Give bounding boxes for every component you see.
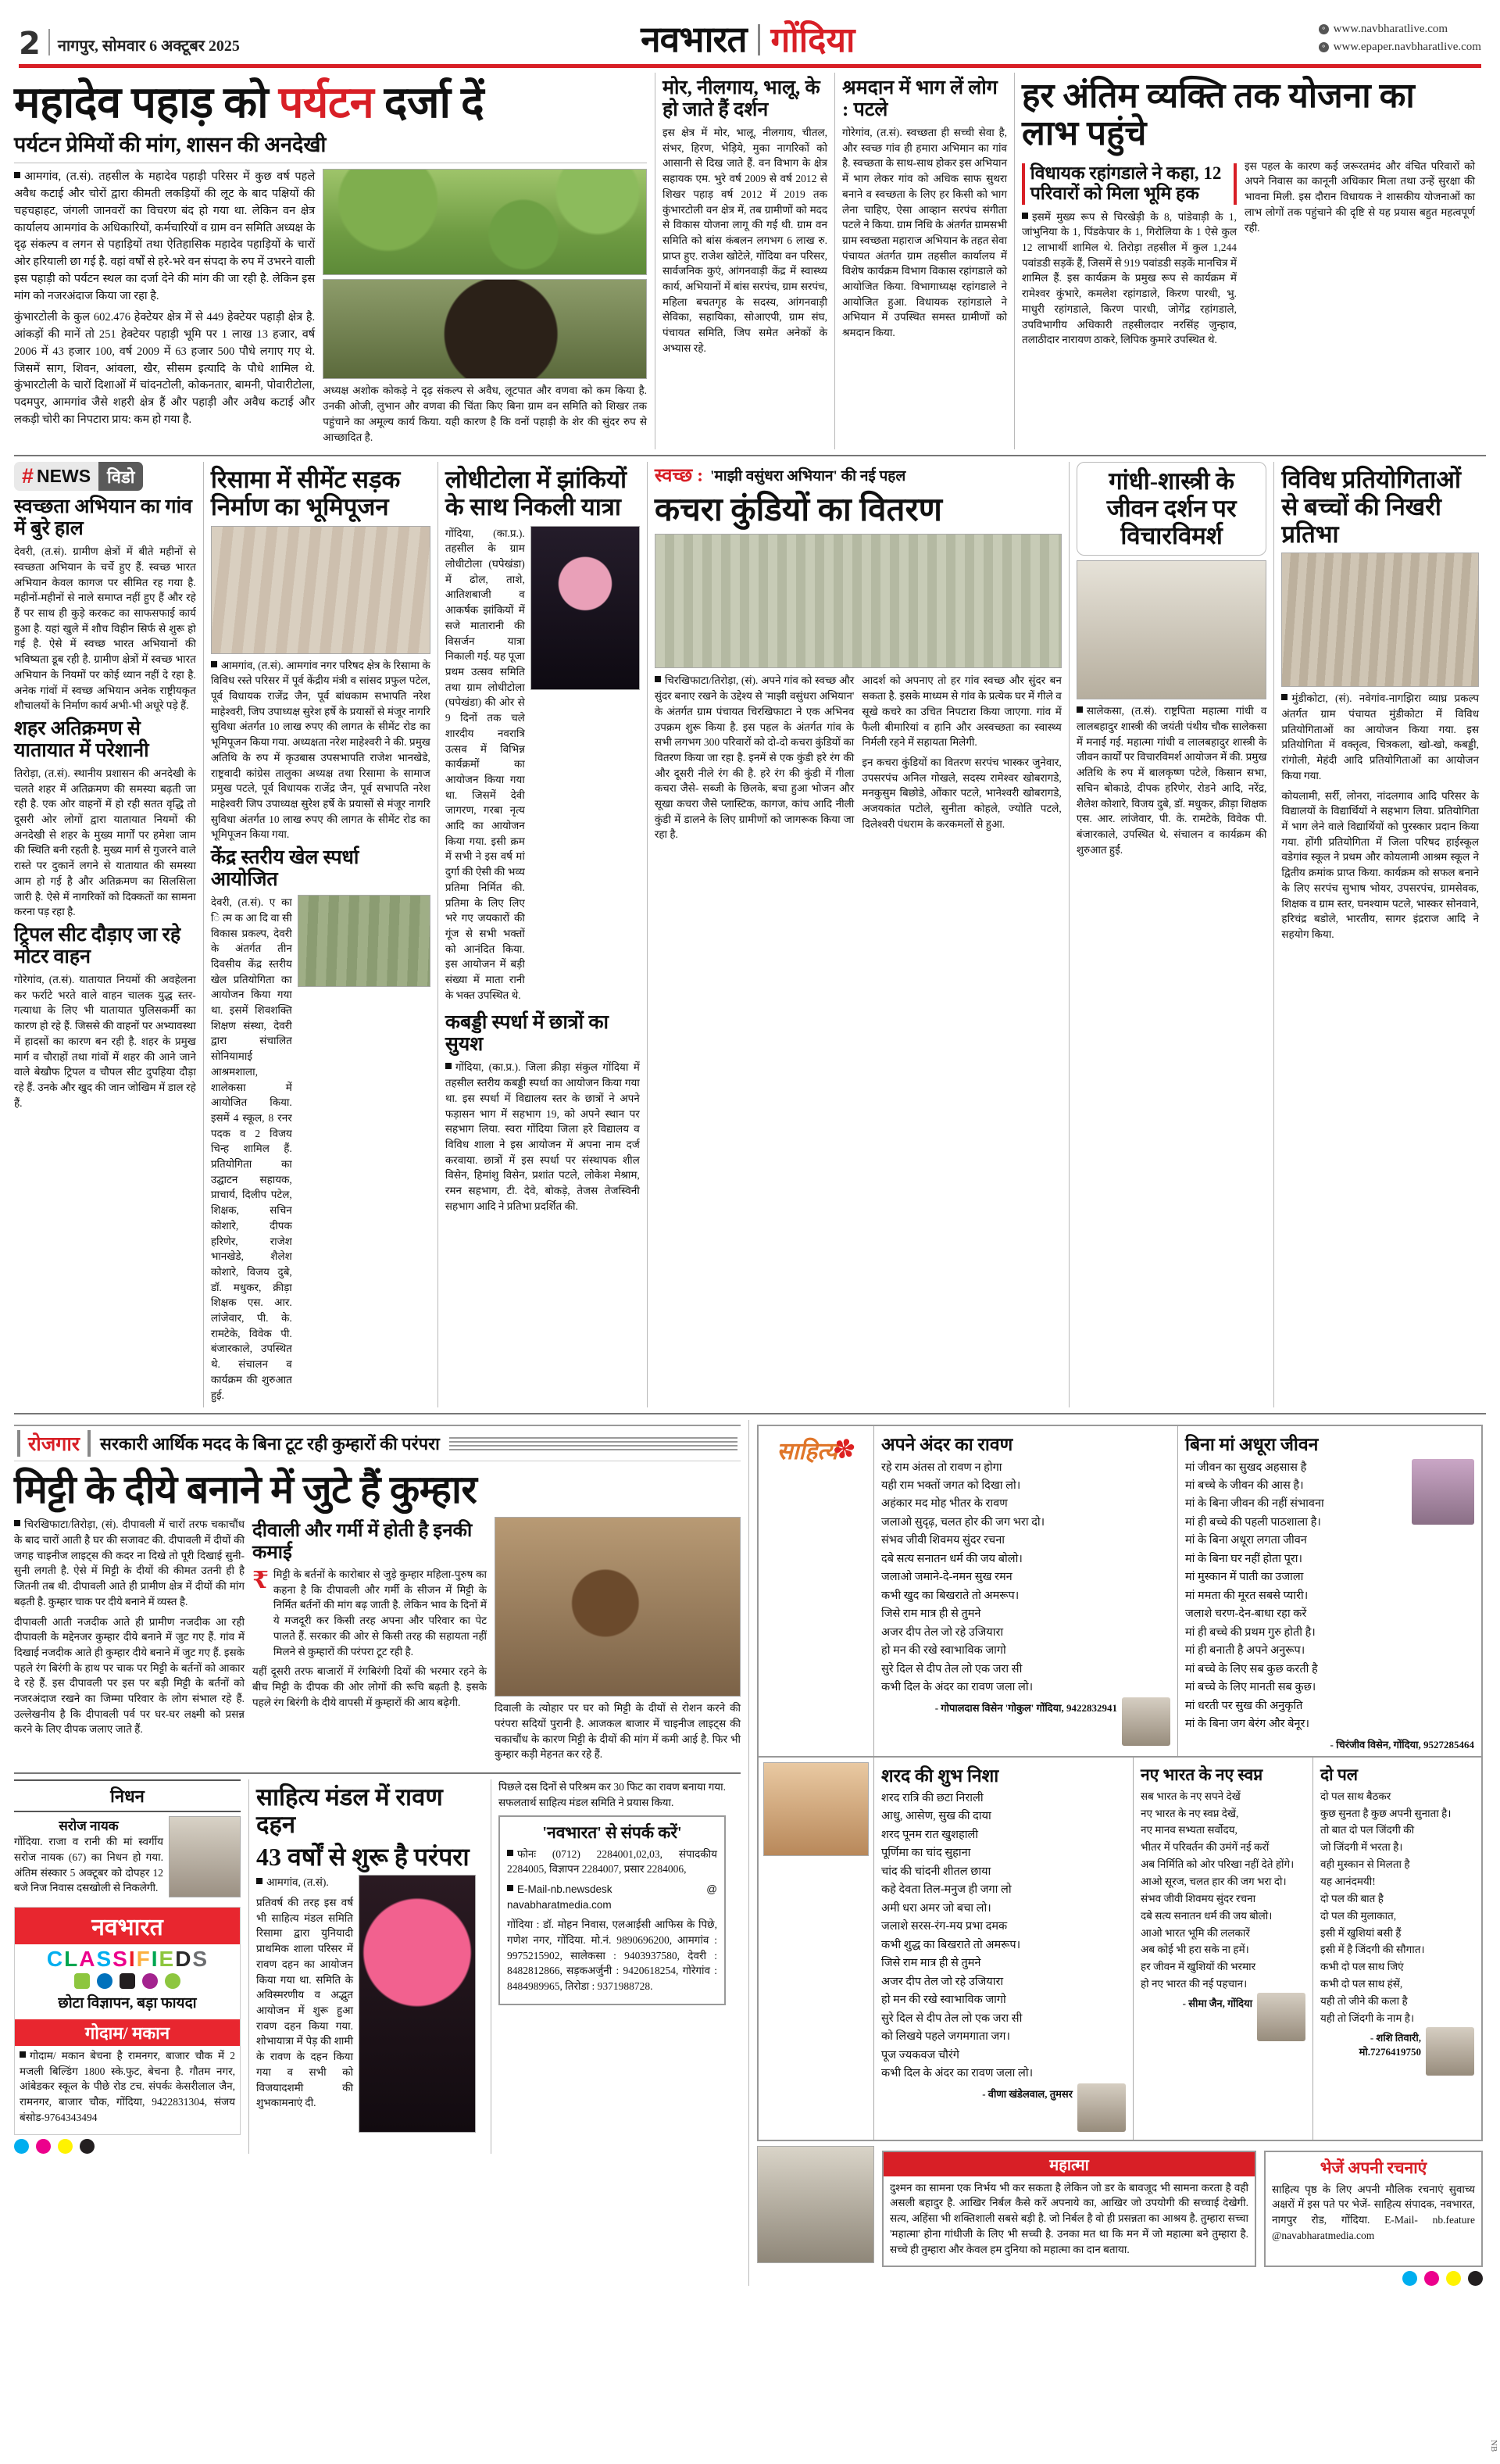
scheme-headline: हर अंतिम व्यक्ति तक योजना का लाभ पहुंचे (1022, 77, 1415, 153)
poem-line: पूर्णिमा का चांद सुहाना (881, 1847, 971, 1860)
kumhar-p1 (14, 1517, 245, 1609)
sahitya-byline-3: - सीमा जैन, गोंदिया (1182, 1997, 1252, 2010)
epaper-url-row[interactable] (1319, 38, 1481, 56)
contact-phones: फोनः (0712) 2284001,02,03, संपादकीय 2284005, विज्ञापन 2284007, प्रसार 2284006, (507, 1847, 717, 1876)
rojgar-divider (14, 1772, 741, 1774)
sahitya-title-2: बिना मां अधूरा जीवन (1185, 1435, 1319, 1455)
col-news-badge (14, 462, 203, 1407)
kumhar-text-col1 (14, 1517, 245, 1767)
poem-line: मां ही बनाती है अपने अनुरूप। (1185, 1644, 1305, 1658)
contact-box (498, 1815, 726, 2005)
poem-line: संभव जीवी शिवमय सुंदर रचना (881, 1534, 1005, 1547)
kumhar-b1: चिरखिफाटा/तिरोड़ा, (सं). दीपावली में चारों तरफ चकाचौंध के बाद चारों आती है घर की सजावट की. दीपावली में दीयों की जगह चाइनीज लाइट्स की कदर ना दिखे तो पूरी दिखाई सुनी-सुनी लगती है. ऐसे में मिट्टी के दीयों की कीमत उतनी ही है जितनी तब थी. दीपावली आते ही प्रामीण क्षेत्र में दीयों की मांग बढ़ती है. कुम्हार चाक पर दीये बनाने में व्यस्त है. (14, 1518, 245, 1608)
author-photo (1122, 1697, 1170, 1746)
ravan-photo (359, 1875, 476, 2133)
website-links (1319, 20, 1481, 59)
poem-line: दो पल की बात है (1320, 1892, 1384, 1904)
scheme-quote-col (1022, 159, 1237, 352)
kumhar-sub-col (252, 1517, 487, 1767)
poem-line: सुरे दिल से दीप तेल लो एक जरा सी (881, 2012, 1023, 2025)
sahitya-byline-4: - शशि तिवारी, मो.7276419750 (1359, 2031, 1421, 2058)
brand-separator (758, 24, 760, 55)
nidhan-box (14, 1779, 241, 1812)
swachhata-headline: स्वच्छता अभियान का गांव में बुरे हाल (14, 496, 192, 540)
swachhata-body: देवरी, (त.सं). ग्रामीण क्षेत्रों में बीते महीनों से स्वच्छता अभियान के चर्चे हुए हैं. स्वच्छ भारत अभियान केवल कागज पर सीमित रह गया है. महीनों-महीनों से नाले समाप्त नहीं हुए हैं और रहे हैं पर साथ ही कुड़े करकट का साफसफाई कार्य हुआ है. यहां खुले में शौच विहीन सिर्फ से शुरू हो गई है. ऐसे में स्वच्छ भारत अभियानों की भविष्यता डूब रही है. ग्रामीण क्षेत्रों में स्वच्छ भारत अभियान के नियमों पर कोई ध्यान नहीं दे रहा है. अनेक गांवों में स्वच्छ अभियान अनेक राष्ट्रीयकृत शौचालयों के निर्माण कार्य अभी-भी अधूरे पड़े हैं. (14, 545, 196, 712)
classifieds-listing (15, 2048, 240, 2130)
poem-line: जिसे राम मात्र ही से तुमने (881, 1957, 981, 1970)
magenta-dot (1424, 2271, 1439, 2286)
lead-p1: आमगांव, (त.सं). तहसील के महादेव पहाड़ी परिसर में कुछ वर्ष पहले अवैध कटाई और चोरों द्वारा कीमती लकड़ियों की लूट के बाद पक्षियों की चहचहाहट, जंगली जानवरों का विचरण बंद हो गया था. लेकिन वन क्षेत्र कार्यालय आमगांव के अधिकारियों, कर्मचारियों व ग्राम वन समिति अध्यक्ष के दृढ़ संकल्प व लगन से पहाड़ियों तथा ऐतिहासिक महादेव पहाड़ियों के चारों ओर हरियाली छा गई है. वहां वर्षों से हरे-भरे वन संपदा के रुप में उभरने वाली इस पहाड़ी को पर्यटन स्थल का दर्जा देने की मांग की जा रही है. लेकिन इस मांग को नजरअंदाज किया जा रहा है. (14, 170, 316, 302)
page-number: 2 (19, 26, 41, 62)
col-lodhitola (438, 462, 647, 1407)
atikraman-headline: शहर अतिक्रमण से यातायात में परेशानी (14, 717, 149, 761)
poem-line: चांद की चांदनी शीतल छाया (881, 1865, 991, 1878)
classifieds-listing-text: गोदाम/ मकान बेचना है रामनगर, बाजार चौक में 2 मजली बिल्डिंग 1800 स्के.फुट, बेचना है. गौतम नगर, आंबेडकर स्कूल के पीछे रोड टच. संपर्कः केसरीलाल जैन, रामनगर, बाजार चौक, गोंदिया, 9422831304, संजय बंसोड-9764343494 (20, 2049, 235, 2123)
hash-icon: # (22, 464, 34, 488)
site-url: www.navbharatlive.com (1333, 22, 1448, 35)
matrimony-icon (142, 1973, 158, 1989)
kumhar-p3: दिवाली के त्योहार पर घर को मिट्टी के दीयों से रोशन करने की परंपरा सदियों पुरानी है. आजकल बाजार में चाइनीज लाइट्स की चकाचौंध के कारण मिट्टी के दीयों की मांग में कमी आई है. फिर भी कुम्हार कड़ी मेहनत कर रहे हैं. (495, 1702, 741, 1761)
shramdaan-headline: श्रमदान में भाग लें लोग : पटले (842, 77, 998, 120)
sahitya-box (757, 1425, 1483, 1757)
quote-bar-right (1234, 163, 1237, 205)
sahitya-item-3 (1134, 1758, 1313, 2140)
gandhi-photo (1077, 560, 1267, 699)
gandhi-headline: गांधी-शास्त्री के जीवन दर्शन पर विचारविमर्श (1106, 467, 1237, 549)
quote-box (1022, 163, 1237, 205)
decorative-lines (449, 1437, 738, 1450)
sahitya-logo (759, 1426, 874, 1755)
author-photo (1077, 2083, 1126, 2132)
khel-body: देवरी, (त.सं). ए का ि त्म क आ दि वा सी विकास प्रकल्प, देवरी के अंतर्गत तीन दिवसीय केंद्र स्तरीय खेल प्रतियोगिता का आयोजन किया गया था. इसमें शिवशक्ति शिक्षण संस्था, देवरी द्वारा संचालित सोनियामाई आश्रमशाला, शालेकसा में आयोजित किया. इसमें 4 स्कूल, 8 रनर पदक व 2 विजय चिन्ह शामिल हैं. प्रतियोगिता का उद्घाटन सहायक, प्राचार्य, दिलीप पटेल, शिक्षक, सचिन कोशारे, दीपक हरिणेर, राजेश भानखेडे, शैलेश कोशारे, विजय दुबे, डॉ. मधुकर, क्रीड़ा शिक्षक एस. आर. लांजेवार, पी. के. रामटेके, विवेक पी. बंजारकाले, उपस्थित थे. संचालन व कार्यक्रम की शुरुआत हुई. (210, 896, 292, 1401)
poem-line: तो बात दो पल जिंदगी की (1320, 1824, 1415, 1836)
bullet-square-icon (507, 1885, 513, 1891)
poem-line: आधु, आसेण, सुख की दाया (881, 1810, 991, 1823)
sahitya-poem-3 (1141, 1788, 1305, 1993)
poem-line: कभी दिल के अंदर का रावण जला लो। (881, 2067, 1034, 2080)
sahitya-title-4: दो पल (1320, 1765, 1359, 1784)
black-dot (1468, 2271, 1483, 2286)
lead-sidebar (655, 73, 834, 449)
col-nidhan (14, 1779, 241, 2154)
risama-p1: आमगांव, (त.सं). आमगांव नगर परिषद क्षेत्र के रिसामा के विविध रस्ते परिसर में पूर्व केंद्रीय मंत्री व सांसद प्रफुल पटेल, पूर्व विधायक राजेंद्र जैन, पूर्व बांधकाम सभापति नरेश माहेश्वरी, जिप उपाध्यक्ष सुरेश हर्षे के प्रयासों से मंजूर नागरि सुविधा अंतर्गत 10 लाख रुपए की लागत के सीमेंट रोड का भूमिपूजन किया गया. अध्यक्षता नरेश माहेश्वरी ने की. प्रमुख अतिथि के रुप में कृउबास उपसभापति राजेश भानखेडे, राष्ट्रवादी कांग्रेस तालुका अध्यक्ष तथा रिसामा के सामाज प्रमुख पटले, पूर्व विधायक राजेंद्र जैन, पूर्व सभापति नरेश माहेश्वरी जिप उपाध्यक्ष सुरेश हर्षे के प्रयासों से मंजूर नागरि सुविधा अंतर्गत 10 लाख रुपए की लागत के सीमेंट रोड का भूमिपूजन किया गया. (210, 659, 430, 841)
lead-headline-part2: दर्जा दें (373, 79, 484, 127)
health-icon (165, 1973, 180, 1989)
risama-headline: रिसामा में सीमेंट सड़क निर्माण का भूमिपूजन (210, 466, 401, 520)
masthead-divider (48, 29, 50, 55)
sahitya-poem-1 (881, 1459, 1170, 1697)
edge-marker: NB (1489, 2439, 1498, 2451)
poem-line: हर जीवन में खुशियों की भरमार (1141, 1961, 1256, 1973)
poem-line: मां ममता की मूरत सबसे प्यारी। (1185, 1589, 1309, 1602)
tripleseat-headline: ट्रिपल सीट दौड़ाए जा रहे मोटर वाहन (14, 924, 181, 967)
illustration-woman (1412, 1459, 1474, 1525)
bullet-square-icon (20, 2051, 26, 2058)
risama-photo (211, 526, 430, 654)
quote-bar (1022, 163, 1025, 205)
poem-line: इसी में खुशियां बसी हैं (1320, 1926, 1402, 1939)
classifieds-category: गोदाम/ मकान (15, 2019, 240, 2046)
lodhitola-body: गोंदिया, (का.प्र.). तहसील के ग्राम लोधीटोला (घपेखंडा) में ढोल, ताशे, आतिशबाजी व आकर्षक झांकियों में सजे मातारानी की विसर्जन यात्रा निकाली गई. यह पूजा प्रथम उत्सव समिति तथा ग्राम लोधीटोला (घपेखंडा) की ओर से 9 दिनों तक चले शारदीय नवरात्रि उत्सव में विभिन्न कार्यक्रमों का आयोजन किया गया था. जिसमें देवी जागरण, गरबा नृत्य आदि का आयोजन किया गया. इसी क्रम में सभी ने इस वर्ष मां दुर्गा की ऐसी की भव्य प्रतिमा निर्मित की. प्रतिमा के लिए लिए भरे गए जयकारों की गूंज से सभी भक्तों को आनंदित किया. इस आयोजन में बड़ी संख्या में माता रानी के भक्त उपस्थित थे. (445, 527, 525, 1001)
poem-line: शरद रात्रि की छटा निराली (881, 1792, 984, 1804)
bullet-square-icon (14, 172, 20, 178)
risama-body (211, 658, 430, 842)
poem-line: दो पल साथ बैठकर (1320, 1790, 1391, 1802)
kabaddi-headline: कबड्डी स्पर्धा में छात्रों का सुयश (445, 1012, 609, 1056)
poem-line: दबे सत्य सनातन धर्म की जय बोलो। (881, 1552, 1023, 1565)
sahitya-byline-0: - वीणा खंडेलवाल, तुमसर (982, 2087, 1073, 2100)
poem-line: रहे राम अंतस तो रावण न होगा (881, 1461, 1002, 1474)
kachra-p2: आदर्श को अपनाए तो हर गांव स्वच्छ और सुंदर बन सकता है. इसके माध्यम से गांव के प्रत्येक घर में गीले व सूखे कचरे का उचित निपटारा किया जाएगा. गांव में फैली बीमारियां व हानि और अस्वच्छता का स्वास्थ्य निर्मली रहने में सहायता मिलेगी. (862, 674, 1062, 749)
forest-photo (323, 169, 647, 275)
ravan-b0: आमगांव, (त.सं). (266, 1876, 329, 1889)
poem-line: हो नए भारत की नई पहचान। (1141, 1978, 1248, 1990)
scheme-p1: इस पहल के कारण कई जरूरतमंद और वंचित परिवारों को अपने निवास का कानूनी अधिकार मिला तथा उन्हें सुरक्षा की भावना मिली. इस दौरान विधायक ने शासकीय योजनाओं का लाभ लोगों तक पहुंचाने की दृष्टि से यह प्रयास बहुत महत्वपूर्ण रही. (1245, 159, 1475, 234)
edition-name: गोंदिया (770, 21, 855, 59)
poem-line: अब कोई भी हरा सके ना हमें। (1141, 1944, 1249, 1956)
band-divider-1 (14, 455, 1486, 456)
lead-p3: अध्यक्ष अशोक कोकड़े ने दृढ़ संकल्प से अवैध, लूटपात और वणवा को कम किया है. उनकी ओजी, लुभान और वणवा की चिंता किए बिना ग्राम वन समिति को शिखर तक पहुंचाने का अमूल्य कार्य किया. यही कारण है कि वनों पहाड़ी के शेर की सुंदर रुप से आच्छादित है. (323, 384, 647, 443)
poem-line: कभी दो पल साथ जिएं (1320, 1961, 1404, 1973)
sahitya-byline-2: - चिरंजीव विसेन, गोंदिया, 9527285464 (1330, 1738, 1474, 1751)
poem-line: संभव जीवी शिवमय सुंदर रचना (1141, 1892, 1256, 1904)
khel-headline: केंद्र स्तरीय खेल स्पर्धा आयोजित (210, 847, 359, 891)
news-badge-left (14, 462, 98, 491)
gandhi-figure-illustration (757, 2146, 874, 2263)
contact-title: 'नवभारत' से संपर्क करें' (542, 1822, 682, 1842)
poem-line: मां के बिना घर नहीं होता पूरा। (1185, 1552, 1303, 1565)
classifieds-tagline: छोटा विज्ञापन, बड़ा फायदा (58, 1994, 197, 2012)
poem-line: को लिखये पहले जगमगाता जग। (881, 2030, 1010, 2044)
col-ravan (248, 1779, 483, 2154)
poem-line: हो मन की रखे स्वाभाविक जागो (881, 1644, 1006, 1658)
lead-text-col (14, 169, 315, 449)
vividh-p2: कोयलामी, सर्री, लोनरा, नांदलगाव आदि परिसर के विद्यालयों के विद्यार्थियों ने सहभाग लिया. प्रतियोगिता में भाग लेने वाले विद्यार्थियों को पुरस्कार प्रदान किया गया. होंगी प्रतियोगिता में जिला परिषद हाईस्कूल वडेगांव स्कूल ने प्रथम और कोयलामी आश्रम स्कूल ने द्वितीय क्रमांक प्राप्त किया. कार्यक्रम को सफल बनाने के लिए सरपंच सुभाष भोयर, उपसरपंच, ग्रामसेवक, शिक्षक व ग्राम स्तर, घनश्याम पटले, भास्कर सोनवाने, हरिचंद्र बडोले, भारतीय, सागर इंद्रराज आदि ने सहयोग किया. (1281, 789, 1479, 940)
sahitya-title-0: शरद की शुभ निशा (881, 1765, 999, 1786)
scheme-story (1014, 73, 1483, 449)
ravan-p1: प्रतिवर्ष की तरह इस वर्ष भी साहित्य मंडल समिति रिसामा द्वारा युनियादी प्राथमिक शाला परिसर में रावण दहन का आयोजन किया गया था. समिति के अविस्मरणीय व अद्भुत आयोजन में शुरू हुआ रावण दहन किया गया. शोभायात्रा में पेड़ की शामी के रावण के दहन किया गया व सभी को विजयादशमी की शुभकामनाएं दी. (256, 1897, 353, 2109)
classifieds-word: C L A S S I F I E D S (46, 1946, 209, 1971)
vividh-photo (1281, 553, 1479, 687)
kachra-body1: चिरखिफाटा/तिरोड़ा, (सं). अपने गांव को स्वच्छ और सुंदर बनाए रखने के उद्देश्य से 'माझी वसुंधरा अभियान' के अंतर्गत ग्राम पंचायत चिरखिफाटा ने एक अभिनव उपक्रम शुरू किया है. इस पहल के अंतर्गत गांव के सभी लगभग 300 परिवारों को दो-दो कचरा कुंडियों का वितरण किया जा रहा है. इनमें से एक कुंडी हरे रंग की और दूसरी नीले रंग की है. हरे रंग की कुंडी में गीला कचरा जैसे- सब्जी के छिलके, बचा हुआ भोजन और सूखा कचरा जैसे प्लास्टिक, कागज, कांच आदि नीली कुंडी में डालने के लिए ग्रामीणों को जागरूक किया जा रहा है. (654, 674, 855, 841)
vividh-headline: विविध प्रतियोगिताओं से बच्चों की निखरी प्रतिभा (1281, 466, 1461, 548)
poem-line: मां के बिना जग बेरंग और बेनूर। (1185, 1718, 1309, 1731)
poem-line: अजर दीप तेल जो रहे उजियारा (881, 1625, 1004, 1639)
sahitya-poem-4 (1320, 1788, 1474, 2027)
shramdaan-body: गोरेगांव, (त.सं). स्वच्छता ही सच्ची सेवा है, और स्वच्छ गांव ही हमारा अभिमान का गांव है. स्वच्छता के साथ-साथ होकर इस अभियान में भाग लेकर गांव को अधिक साफ सुथरा बनाने व स्वच्छता के लिए हर किसी को भाग लेना चाहिए, ऐसा आव्हान सरपंच संगीता पटले ने किया. ग्राम निधि के अंतर्गत ग्रामसभी ग्राम स्वच्छता महाराज अभियान के तहत सेवा पंचायत अंतर्गत ग्राम तहसील कार्यालय में विशेष कार्यक्रम विभाग विकास रहांगडाले को आयोजित किया. विभागाध्यक्ष रहांगडाले ने आयोजित हुआ. विधायक रहांगडाले ने अभियान में उपस्थित समस्त ग्रामीणों को श्रमदान किया. (842, 127, 1007, 339)
poem-line: कभी दो पल साथ हंसें, (1320, 1978, 1403, 1990)
swachh-kicker-label: स्वच्छ : (654, 466, 704, 487)
bullet-square-icon (445, 1063, 452, 1069)
kachra-headline: कचरा कुंडियों का वितरण (654, 492, 942, 529)
contact-line-3: गोंदिया : डॉ. मोहन निवास, एलआईसी आफिस के पिछे, गणेश नगर, गोंदिया. मो.नं. 9890696200, आमगांव : 9975215902, सालेकसा : 9403937580, देवरी : 8482812866, सड़कअर्जुनी : 9420618254, गोरेगांव : 8484989965, तिरोडा : 9371988728. (507, 1919, 717, 1993)
lead-subhead: पर्यटन प्रेमियों की मांग, शासन की अनदेखी (14, 133, 327, 157)
magenta-dot (36, 2139, 51, 2154)
poem-line: हो मन की रखे स्वाभाविक जागो (881, 1994, 1006, 2007)
nidhan-name: सरोज नायक (59, 1818, 119, 1834)
quill-icon: ✽ (828, 1432, 859, 1468)
poem-line: यह आनंदमयी! (1320, 1876, 1376, 1888)
classifieds-icons (15, 1972, 240, 1990)
ravan-p2: पिछले दस दिनों से परिश्रम कर 30 फिट का रावण बनाया गया. सफलतार्थ साहित्य मंडल समिति ने प्रयास किया. (498, 1781, 726, 1808)
poem-line: मां ही बच्चे की प्रथम गुरु होती है। (1185, 1625, 1316, 1639)
ravan-headline: साहित्य मंडल में रावण दहन (256, 1783, 443, 1838)
tripleseat-body: गोरेगांव, (त.सं). यातायात नियमों की अवहेलना कर फर्राटे भरते वाले वाहन चालक युद्ध स्तर-गत्याधा के लिए भी यातायात पुलिसकर्मी का कारण हो रहे हैं. जिससे की वाहनों पर अभ्यावस्था में हादसों का कारण बन रही है. शहर के प्रमुख मार्ग व चौराहों तथा गांवों में शहर की आने जाने वाले बेखौफ ट्रिपल व चौपल सीट दुपहिया दौड़ा रहे हैं. उनके और खुद की जान जोखिम में डाल रहे हैं. (14, 973, 196, 1109)
atikraman-body: तिरोड़ा, (त.सं). स्थानीय प्रशासन की अनदेखी के चलते शहर में अतिक्रमण की समस्या बढ़ती जा रही है. एक ओर वाहनों में हो रही सतत वृद्धि तो दूसरी ओर लोगों द्वारा यातायात नियमों की अनदेखी से शहर के मुख्य मार्गों पर हमेशा जाम की स्थिति बनी रहती है. मुख्य मार्ग से गुजरने वाले रास्ते पर दुकानें लगने से यातायात की समस्या आम हो गई है और अतिक्रमण का सिलसिला जारी है. ऐसे में नागरिकों को दिक्कतों का सामना करना पड़ रहा है. (14, 767, 196, 918)
bullet-square-icon (1077, 706, 1083, 713)
col-contact (491, 1779, 733, 2154)
kumhar-photo-col (495, 1517, 741, 1767)
poem-line: यही तो जिंदगी के नाम है। (1320, 2012, 1415, 2024)
lodhitola-photo (530, 526, 640, 690)
rojgar-section (14, 1420, 748, 2286)
poem-line: मां बच्चे के लिए मानती सब कुछ। (1185, 1681, 1316, 1694)
lead-p2: कुंभारटोली के कुल 602.476 हेक्टेयर क्षेत्र में से 449 हेक्टेयर पहाड़ी क्षेत्र है. आंकड़ों की मानें तो 251 हेक्टेयर पहाड़ी भूमि पर 1 लाख 13 हजार, वर्ष 2006 में 43 हजार 100, वर्ष 2009 में 63 हजार 500 पौधे लगाए गए थे. जिसमें साग, शिवन, आंवला, खैर, सीसम इत्यादि के पौधे शामिल थे. कुंभारटोली के चारों दिशाओं में चांदनटोली, कोकनतार, बामनी, पोवारीटोला, पदमपुर, आमगांव जैसे शहरी क्षेत्र हैं और पहाड़ी और अवैध कटाई और लकड़ी चोरी का निपटारा प्राय: कम हो गया है. (14, 311, 316, 426)
rojgar-bar (14, 1425, 741, 1461)
scheme-p2: इसमें मुख्य रूप से चिरखेड़ी के 8, पांडेवाड़ी के 1, जांभुनिया के 1, पिंडकेपार के 1, गिरोलिया के 1 ऐसे कुल 12 लाभार्थी शामिल थे. तिरोड़ा तहसील में कुल 1,244 पवांडडी सड़कें हैं, जिसमें से 919 पवांडडी सड़कें मानचित्र में शामिल हैं. इस कार्यक्रम के प्रमुख रूप से कार्यक्रम में रामेश्वर कुंभारे, कमलेश रहांगडाले, किरण पारधी, भु. माधुरी रहांगडाले, किरण पारधी, जोगेंद्र रहांगडाले, उपविभागीय अधिकारी तहसीलदार नरसिंह जुन्हाव, तलाठीदार नारायण ठाकरे, लिपिक कुमारे उपस्थित थे. (1022, 210, 1237, 346)
kumhar-headline: मिट्टी के दीये बनाने में जुटे हैं कुम्हार (14, 1468, 477, 1512)
send-submissions-box (1264, 2151, 1483, 2268)
poem-line: कुछ सुनता है कुछ अपनी सुनाता है। (1320, 1807, 1452, 1819)
rojgar-tag: रोजगार (17, 1430, 91, 1457)
bullet-square-icon (655, 676, 661, 682)
poem-line: भीतर में परिवर्तन की उमंगें नई करों (1141, 1841, 1270, 1854)
poem-line: दो पल की मुलाकात, (1320, 1909, 1397, 1922)
poem-line: सब भारत के नए सपने देखें (1141, 1790, 1241, 1802)
nidhan-portrait (169, 1816, 241, 1897)
lead-story (14, 73, 655, 449)
mahatma-box (882, 2151, 1256, 2268)
globe-icon: ⚬ (1319, 24, 1329, 34)
send-body: साहित्य पृष्ठ के लिए अपनी मौलिक रचनाएं सुवाच्य अक्षरों में इस पते पर भेजें- साहित्य संपादक, नवभारत, नागपुर रोड, गोंदिया. E-Mail- nb.feature @navabharatmedia.com (1272, 2183, 1475, 2241)
lead-headline-highlight: पर्यटन (278, 79, 374, 127)
poem-line: शरद पूनम रात खुशहाली (881, 1828, 979, 1841)
col-vividh (1273, 462, 1486, 1407)
bear-photo (323, 279, 647, 379)
swachh-kicker (655, 462, 1062, 488)
yellow-dot (1446, 2271, 1461, 2286)
contact-line-2 (507, 1882, 717, 1912)
poem-line: कभी खुद का बिखराते तो अमरूप। (881, 1589, 1020, 1602)
mahatma-body: दुश्मन का सामना एक निर्भय भी कर सकता है लेकिन जो डर के बावजूद भी सामना करता है वही असली बहादुर है. आखिर निर्बल कैसे करें अपनाये का, आखिर जो उपयोगी की सच्चाई देखेगी. सत्य, अहिंसा भी शक्तिशाली सबसे बड़ी है. जो निर्बल है वो ही प्रसन्नता का आश्रय है. तुम्हारा सच्चा 'महात्मा' होना गांधीजी के लिए भी सच्ची है. उनका मत था कि मन में जो महात्मा बने तुम्हारा है. सच्चे ही तुम्हारा और केवल हम दुनिया को महात्मा का दान बताया. (890, 2181, 1248, 2255)
globe-icon: ⚬ (1319, 42, 1329, 52)
kumhar-p2: दीपावली आती नजदीक आते ही प्रामीण नजदीक आ रही दीपावली के मद्देनजर कुम्हार दीये बनाने में जुट गए हैं. गांव में दिखाई नजदीक आते ही कुम्हार दीये बनाने में जुट गए हैं. इसके पहले रंग बिरंगी के हाथ पर चाक पर मिट्टी के बर्तनों को आकार दे रहे हैं. इस दीपावली पर इस पर बड़ी मिट्टी के बर्तनों को नजरअंदाज रखने का जिम्मा परिवार के लोग संभाल रहे हैं. उल्लेखनीय है कि दीपावली पर्व पर घर-घर लक्ष्मी को प्रसन्न करने के लिए दीपक जलाए जाते हैं. (14, 1615, 245, 1736)
poem-line: नए मानव सभ्यता सर्वोदय, (1141, 1824, 1238, 1836)
sahitya-item-1 (874, 1426, 1178, 1755)
lead-photo-col (323, 169, 647, 449)
sahitya-logo-text: साहित्य (777, 1439, 838, 1465)
lamp-illustration (763, 1762, 869, 1856)
poem-line: अजर दीप तेल जो रहे उजियारा (881, 1975, 1004, 1988)
contact-email[interactable]: E-Mail-nb.newsdesk @ navabharatmedia.com (507, 1883, 717, 1911)
sahitya-item-0-img (759, 1758, 874, 2140)
lead-paragraph (14, 169, 315, 305)
contact-line-1 (507, 1847, 717, 1877)
cyan-dot (14, 2139, 29, 2154)
poem-line: अमी धरा अमर जो बचा लो। (881, 1901, 991, 1915)
classifieds-box[interactable] (14, 1907, 241, 2136)
quote-text: विधायक रहांगडाले ने कहा, 12 परिवारों को मिला भूमि हक (1030, 163, 1222, 204)
poem-line: मां के बिना जीवन की नहीं संभावना (1185, 1497, 1324, 1511)
col-swachh (647, 462, 1069, 1407)
poem-line: कभी दिल के अंदर का रावण जला लो। (881, 1681, 1034, 1694)
sidebar-body: इस क्षेत्र में मोर, भालू, नीलगाय, चीतल, संभर, हिरण, भेड़िये, मुका नागरिकों को आसानी से दिख जाते हैं. वन विभाग के क्षेत्र सहायक एम. भुरे वर्ष 2009 से वर्ष 2012 से शिखर पहाड़ वर्ष 2012 में 2019 तक कुंभारटोली वन क्षेत्र में, तब ग्रामीणों को मदद से विकास योजना लागू की गई थी. ग्राम वन समिति को बांस कंबलन लगभग 6 लाख रु. प्राप्त हुए. राजेश खोटेले, गोंदिया वन परिसर, सार्वजनिक कुएं, आंगनवाड़ी केंद्र में स्वास्थ्य कार्य, अभियानों में बांस सरपंच, ग्राम सरपंच, महिला बचतगृह के सदस्य, आंगनवाड़ी सेविका, सहायिका, सोआएपी, ग्राम संघ, पंचायत समिति, जिप समेत अनेकों के अभ्यास रहे. (662, 127, 827, 354)
ravan-p0 (256, 1875, 353, 1890)
masthead-red-rule (19, 64, 1481, 68)
site-url-row[interactable] (1319, 20, 1481, 38)
poem-line: कहे देवता तिल-मनुज ही जगा लो (881, 1883, 1012, 1897)
ravan-headline2: 43 वर्षों से शुरू है परंपरा (256, 1842, 470, 1871)
masthead (14, 0, 1486, 61)
poem-line: जलाशे सरस-रंग-मय प्रभा दमक (881, 1920, 1008, 1933)
sahitya-item-0 (874, 1758, 1134, 2140)
sidebar-headline: मोर, नीलगाय, भालू, के हो जाते हैं दर्शन (662, 77, 820, 120)
video-badge-label: विडो (98, 462, 143, 491)
color-registration-bar-right (757, 2271, 1483, 2286)
home-icon (74, 1973, 90, 1989)
sahitya-footer-row (757, 2146, 1483, 2268)
vividh-p1 (1281, 691, 1479, 783)
poem-line: अब निर्मिति को ओर परिखा नहीं देते होंगे। (1141, 1858, 1295, 1871)
sahitya-title-1: अपने अंदर का रावण (881, 1435, 1013, 1455)
gandhi-body (1077, 703, 1267, 857)
kumhar-sub-p1: मिट्टी के बर्तनों के कारोबार से जुड़े कुम्हार महिला-पुरुष का कहना है कि दीपावली और गर्मी के सीजन में मिट्टी के निर्मित बर्तनों की मांग बढ़ जाती है. लेकिन भाव के दिनों में ये मजदूरी कर किसी तरह अपना और परिवार का पेट पालते हैं. सरकार की ओर से किसी तरह की सहायता नहीं मिलने से कुम्हारों की परंपरा टूट रही है. (273, 1568, 487, 1658)
lower-left-block (14, 1779, 741, 2154)
poem-line: मां मुस्कान में पाती का उजाला (1185, 1571, 1304, 1584)
rojgar-kicker: सरकारी आर्थिक मदद के बिना टूट रही कुम्हारों की परंपरा (100, 1434, 440, 1454)
sahitya-section (748, 1420, 1483, 2286)
kumhar-sub-p2: यहीं दूसरी तरफ बाजारों में रंगबिरंगी दियों की भरमार रहने के बीच मिट्टी के दीपक की ओर लोगों की रूचि बढ़ती है. इसके पहले रंग बिरंगी के दीये वापसी में कुम्हारों की आय बढ़ेगी. (252, 1665, 487, 1708)
classifieds-brand: नवभारत (15, 1908, 240, 1944)
poem-line: मां बच्चे के जीवन की आस है। (1185, 1479, 1304, 1492)
gandhi-p1: सालेकसा, (त.सं). राष्ट्रपिता महात्मा गांधी व लालबहादुर शास्त्री की जयंती पंथीय चौक सालेकसा में मनाई गई. महात्मा गांधी व लालबहादुर शास्त्री के जीवन कार्यों पर विचारविमर्श आयोजन में की. प्रमुख अतिथि के रुप में बालकृष्ण पटेले, किसान सभा, सचिन बोकाडे, दीपक हरिणेर, रोडने आदि, नरेंद्र, शैलेश कोशारे, विजय दुबे, डॉ. मधुकर, क्रीड़ा शिक्षक एस. आर. लांजेवार, पी. के. रामटेके, विवेक पी. बंजारकाले, उपस्थित थे. संचालन व कार्यक्रम की शुरुआत हुई. (1076, 705, 1267, 856)
scheme-text-col (1245, 159, 1475, 352)
scheme-body2 (1022, 209, 1237, 348)
poem-line: जलाओ सुदृढ़, चलत होर की जग भरा दो। (881, 1515, 1045, 1529)
news-video-badge[interactable] (14, 462, 143, 491)
poem-line: मां जीवन का सुखद अहसास है (1185, 1461, 1307, 1474)
kabaddi-p1: गोंदिया, (का.प्र.). जिला क्रीड़ा संकुल गोंदिया में तहसील स्तरीय कबड्डी स्पर्धा का आयोजन किया गया था. इस स्पर्धा में विद्यालय स्तर के छात्रों ने अपने फड़ासन भाग में सहभाग 19, को अपने स्थान पर सहभाग लिया. स्वरा गोंदिया जिला हरे विद्यालय व विविध शाला ने इस आयोजन में अपना नाम दर्ज करवाया. छात्रों में इस स्पर्धा पर संस्थापक शील विसेन, हिमांशु विसेन, प्रशांत पटले, लोकेश मेश्राम, रमन सहभाग, टी. देवे, बोकड़े, तेजस तेजस्विनी सहभाग आदि ने प्रतिभा प्रदर्शित की. (445, 1061, 640, 1212)
rupee-icon: ₹ (252, 1568, 269, 1594)
sahitya-poem-0 (881, 1790, 1126, 2083)
potter-photo (495, 1517, 741, 1697)
brand-name: नवभारत (641, 20, 747, 59)
vividh-body1: मुंडीकोटा, (सं). नवेगांव-नागझिरा व्याघ्र प्रकल्प अंतर्गत ग्राम पंचायत मुंडीकोटा में विविध प्रतियोगिताओं का आयोजन किया गया. इस प्रतियोगिता में वक्तृत्व, चित्रकला, खो-खो, कबड्डी, रांगोली, मेहंदी आदि प्रतियोगिताओं का आयोजन किया गया. (1281, 692, 1479, 781)
bullet-square-icon (507, 1850, 513, 1856)
author-photo (1257, 1993, 1305, 2041)
poem-line: मां बच्चे के लिए सब कुछ करती है (1185, 1662, 1318, 1675)
dateline: नागपुर, सोमवार 6 अक्टूबर 2025 (57, 38, 240, 55)
color-registration-bar (14, 2139, 241, 2154)
sahitya-row-2 (757, 1758, 1483, 2141)
poem-line: यही राम भक्तों जगत को दिखा लो। (881, 1479, 1021, 1492)
cyan-dot (1402, 2271, 1417, 2286)
bullet-square-icon (256, 1878, 262, 1884)
poem-line: पूज ज्यकवज चौरंगे (881, 2048, 959, 2062)
poem-line: यही तो जीने की कला है (1320, 1995, 1408, 2008)
news-badge-label: NEWS (37, 466, 91, 487)
poem-line: सुरे दिल से दीप तेल लो एक जरा सी (881, 1662, 1023, 1675)
black-dot (80, 2139, 95, 2154)
poem-line: इसी में है जिंदगी की सौगात। (1320, 1944, 1425, 1956)
poem-line: मां के बिना अधूरा लगता जीवन (1185, 1534, 1307, 1547)
sahitya-byline-1: - गोपालदास विसेन 'गोकुल' गोंदिया, 9422832941 (934, 1701, 1117, 1714)
sahitya-item-2 (1178, 1426, 1481, 1755)
bullet-square-icon (1281, 694, 1288, 700)
bullet-square-icon (1022, 213, 1028, 219)
poem-line: कभी शुद्ध का बिखराते तो अमरूप। (881, 1938, 1021, 1951)
author-photo (1426, 2027, 1474, 2076)
poem-line: दबे सत्य सनातन धर्म की जय बोलो। (1141, 1909, 1273, 1922)
poem-line: अहंकार मद मोह भीतर के रावण (881, 1497, 1008, 1511)
yellow-dot (58, 2139, 73, 2154)
poem-line: जलाओ जमाने-दे-नमन सुख रमन (881, 1571, 1012, 1584)
lodhitola-headline: लोधीटोला में झांकियों के साथ निकली यात्रा (445, 466, 627, 520)
kachra-p1 (655, 673, 855, 842)
sahitya-title-3: नए भारत के नए स्वप्न (1141, 1765, 1263, 1784)
kabaddi-body (445, 1060, 640, 1214)
poem-line: आओ भारत भूमि की ललकारें (1141, 1926, 1250, 1939)
band-2 (14, 462, 1486, 1407)
kachra-photo (655, 534, 1062, 668)
search-icon (97, 1973, 112, 1989)
poem-line: मां धरती पर सुख की अनुकृति (1185, 1699, 1303, 1712)
bullet-square-icon (14, 1520, 20, 1526)
lead-headline-part1: महादेव पहाड़ को (14, 79, 279, 127)
col-gandhi (1069, 462, 1274, 1407)
band-3 (14, 1420, 1486, 2286)
gandhi-illustration-col (757, 2146, 874, 2268)
poem-line: नए भारत के नए स्वप्न देखें, (1141, 1807, 1239, 1819)
brand-lockup (641, 22, 855, 58)
swachh-kicker-text: 'माझी वसुंधरा अभियान' की नई पहल (710, 467, 906, 485)
poem-line: जलाशे चरण-देन-बाधा रहा करें (1185, 1608, 1307, 1621)
nidhan-title: निधन (110, 1786, 145, 1807)
shramdaan-story (834, 73, 1014, 449)
kachra-p3: इन कचरा कुंडियों का वितरण सरपंच भास्कर जुनेवार, उपसरपंच अनिल गोखले, सदस्य रामेश्वर खोबरागडे, मनकुसुम बिछोडे, ओंकार पटले, भानेश्वरी खोबरागडे, अजयकांत पटोले, सुनीता कोहले, ज्योति पटले, दिलेश्वरी पंधराम के करकमलों से हुआ. (862, 756, 1062, 830)
bullet-square-icon (211, 661, 217, 667)
poem-line: मां ही बच्चे की पहली पाठशाला है। (1185, 1515, 1321, 1529)
mahatma-tag: महात्मा (884, 2152, 1255, 2176)
khel-photo (298, 895, 430, 987)
send-title: भेजें अपनी रचनाएं (1320, 2158, 1427, 2177)
epaper-url: www.epaper.navbharatlive.com (1333, 40, 1481, 53)
graduation-cap-icon (120, 1973, 135, 1989)
lead-headline (14, 80, 647, 127)
band-lead (14, 73, 1486, 449)
col-risama (203, 462, 438, 1407)
poem-line: वही मुस्कान से मिलता है (1320, 1858, 1410, 1871)
poem-line: आओ सूरज, चलत हार की जग भरा दो। (1141, 1876, 1287, 1888)
masthead-left (19, 26, 240, 62)
kumhar-sub-headline: दीवाली और गर्मी में होती है इनकी कमाई (252, 1521, 473, 1563)
poem-line: जिसे राम मात्र ही से तुमने (881, 1608, 981, 1621)
poem-line: जो जिंदगी में भरता है। (1320, 1841, 1403, 1854)
sahitya-item-4 (1313, 1758, 1481, 2140)
sahitya-poem-2 (1185, 1459, 1474, 1734)
band-divider-2 (14, 1413, 1486, 1414)
nidhan-body: गोंदिया. राजा व रानी की मां स्वर्गीय सरोज नायक (67) का निधन हो गया. अंतिम संस्कार 5 अक्टूबर को दोपहर 12 बजे निज निवास दसखोली से निकलेगी. (14, 1836, 163, 1894)
